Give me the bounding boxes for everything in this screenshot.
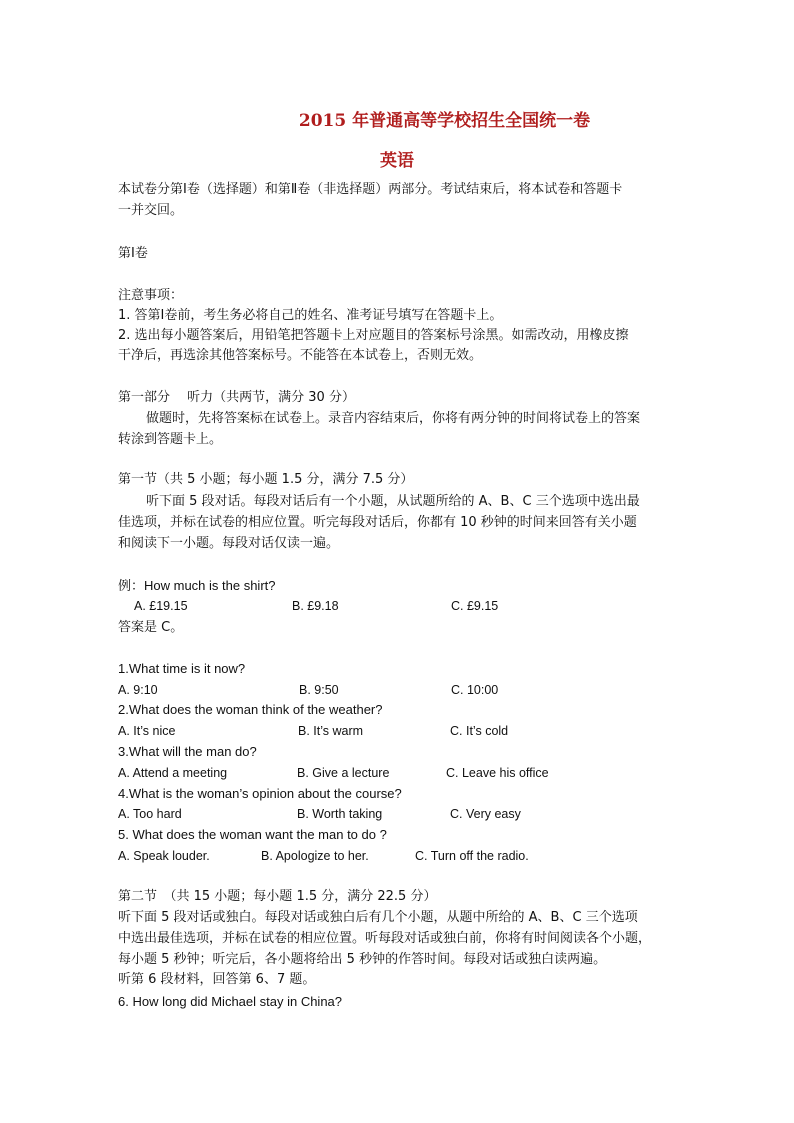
section1-desc-1: 做题时，先将答案标在试卷上。录音内容结束后，你将有两分钟的时间将试卷上的答案 bbox=[146, 411, 641, 426]
question-1-option-c: C. 10:00 bbox=[451, 683, 499, 697]
subsection2-desc-2: 中选出最佳选项，并标在试卷的相应位置。听每段对话或独白前，你将有时间阅读各个小题， bbox=[118, 931, 652, 946]
example-question: 例：How much is the shirt? bbox=[118, 578, 276, 593]
intro-line-2: 一并交回。 bbox=[118, 203, 184, 218]
question-1-option-b: B. 9:50 bbox=[299, 683, 339, 697]
question-5-option-b: B. Apologize to her. bbox=[261, 849, 369, 863]
question-4-option-b: B. Worth taking bbox=[297, 807, 383, 821]
subsection1-desc-2: 佳选项，并标在试卷的相应位置。听完每段对话后，你都有 10 秒钟的时间来回答有关小题 bbox=[118, 515, 637, 530]
subsection2-heading: 第二节 （共 15 小题；每小题 1.5 分，满分 22.5 分） bbox=[118, 889, 437, 904]
notice-item-2a: 2. 选出每小题答案后，用铅笔把答题卡上对应题目的答案标号涂黑。如需改动，用橡皮擦 bbox=[118, 328, 629, 343]
example-option-b: B. £9.18 bbox=[292, 599, 339, 613]
example-option-a: A. £19.15 bbox=[134, 599, 188, 613]
question-6: 6. How long did Michael stay in China? bbox=[118, 994, 343, 1009]
subsection1-heading: 第一节（共 5 小题；每小题 1.5 分，满分 7.5 分） bbox=[118, 472, 414, 487]
part-label: 第Ⅰ卷 bbox=[118, 246, 148, 261]
notice-item-2b: 干净后，再选涂其他答案标号。不能答在本试卷上，否则无效。 bbox=[118, 348, 483, 363]
question-3-option-b: B. Give a lecture bbox=[297, 766, 390, 780]
example-answer: 答案是 C。 bbox=[118, 620, 184, 635]
question-4-option-a: A. Too hard bbox=[118, 807, 182, 821]
subsection2-desc-3: 每小题 5 秒钟；听完后，各小题将给出 5 秒钟的作答时间。每段对话或独白读两遍。 bbox=[118, 952, 607, 967]
question-2: 2.What does the woman think of the weather? bbox=[118, 702, 383, 717]
question-3-option-a: A. Attend a meeting bbox=[118, 766, 228, 780]
question-2-option-a: A. It’s nice bbox=[118, 724, 176, 738]
question-1: 1.What time is it now? bbox=[118, 661, 246, 676]
question-1-option-a: A. 9:10 bbox=[118, 683, 158, 697]
subject-title: 英语 bbox=[380, 151, 414, 171]
question-5-option-a: A. Speak louder. bbox=[118, 849, 210, 863]
question-3: 3.What will the man do? bbox=[118, 744, 257, 759]
subsection1-desc-3: 和阅读下一小题。每段对话仅读一遍。 bbox=[118, 536, 340, 551]
question-2-option-c: C. It’s cold bbox=[450, 724, 509, 738]
question-5-option-c: C. Turn off the radio. bbox=[415, 849, 529, 863]
question-4-option-c: C. Very easy bbox=[450, 807, 521, 821]
notice-item-1: 1. 答第Ⅰ卷前，考生务必将自己的姓名、准考证号填写在答题卡上。 bbox=[118, 308, 503, 323]
section1-desc-2: 转涂到答题卡上。 bbox=[118, 432, 223, 447]
question-5: 5. What does the woman want the man to do ? bbox=[118, 827, 387, 842]
subsection1-desc-1: 听下面 5 段对话。每段对话后有一个小题，从试题所给的 A、B、C 三个选项中选出最 bbox=[146, 494, 640, 509]
intro-line-1: 本试卷分第Ⅰ卷（选择题）和第Ⅱ卷（非选择题）两部分。考试结束后，将本试卷和答题卡 bbox=[118, 182, 623, 197]
question-4: 4.What is the woman’s opinion about the course? bbox=[118, 786, 402, 801]
section1-heading: 第一部分 听力（共两节，满分 30 分） bbox=[118, 390, 355, 405]
example-option-c: C. £9.15 bbox=[451, 599, 499, 613]
subsection2-material: 听第 6 段材料，回答第 6、7 题。 bbox=[118, 972, 316, 987]
question-2-option-b: B. It’s warm bbox=[298, 724, 364, 738]
question-3-option-c: C. Leave his office bbox=[446, 766, 549, 780]
exam-title: 2015 年普通高等学校招生全国统一卷 bbox=[298, 111, 591, 131]
subsection2-desc-1: 听下面 5 段对话或独白。每段对话或独白后有几个小题，从题中所给的 A、B、C 三个选项 bbox=[118, 910, 638, 925]
notice-heading: 注意事项： bbox=[118, 288, 184, 303]
